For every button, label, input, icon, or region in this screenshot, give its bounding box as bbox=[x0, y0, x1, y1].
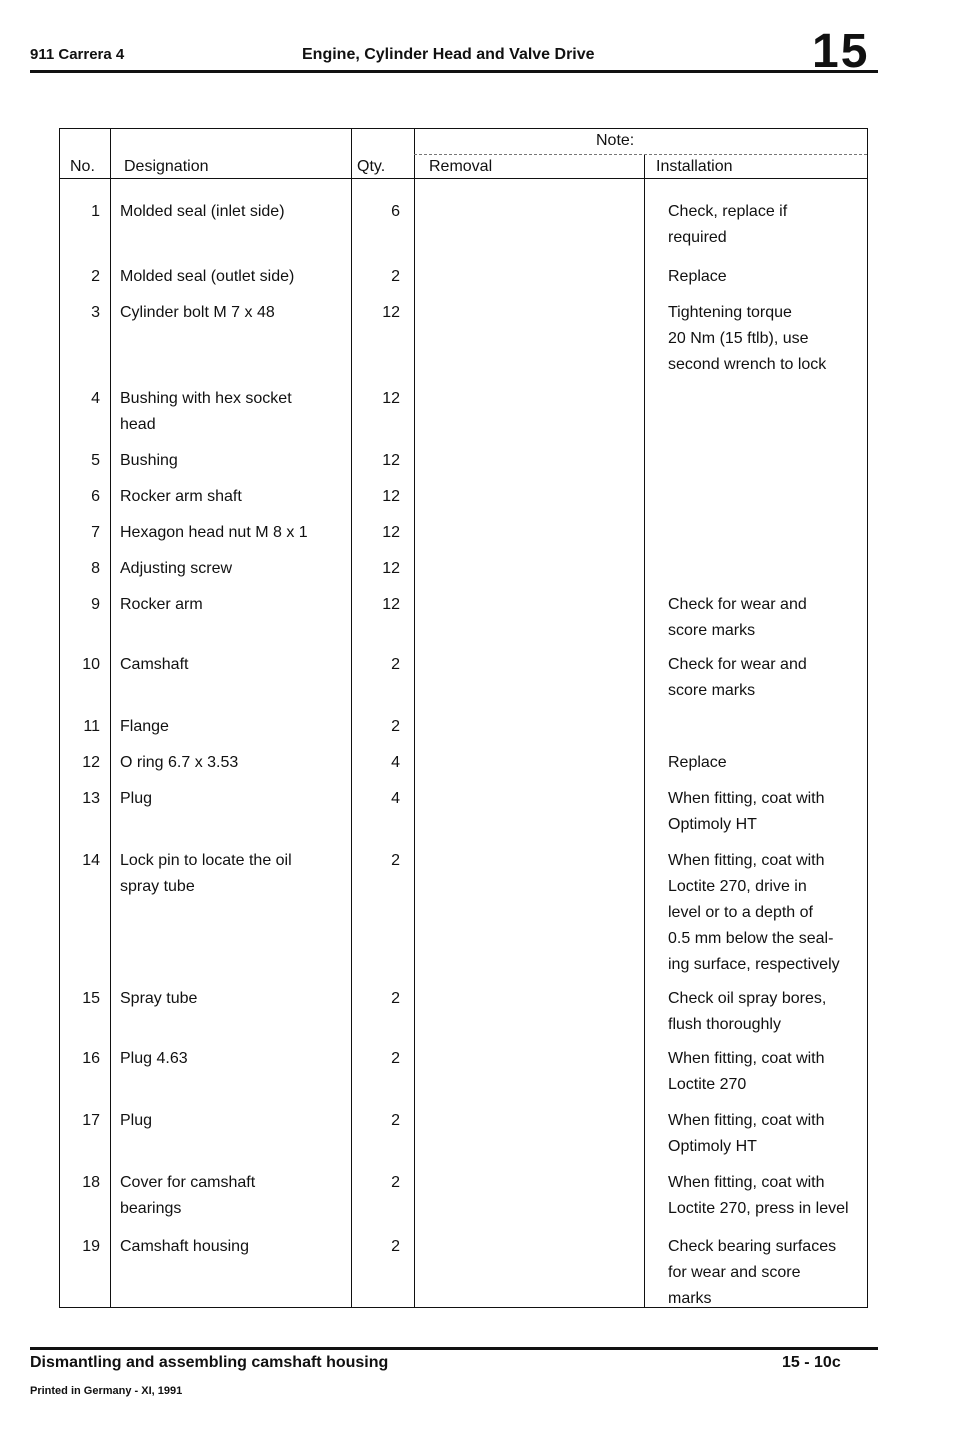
installation-line: Loctite 270, drive in bbox=[668, 878, 807, 895]
col-header-installation: Installation bbox=[656, 158, 733, 175]
note-label: Note: bbox=[596, 132, 635, 149]
row-designation bbox=[120, 1108, 350, 1134]
designation-line: Spray tube bbox=[120, 990, 198, 1007]
installation-line: Check bearing surfaces bbox=[668, 1238, 837, 1255]
row-designation bbox=[120, 484, 350, 510]
parts-table bbox=[59, 128, 868, 1308]
footer-title: Dismantling and assembling camshaft housing bbox=[30, 1354, 389, 1371]
row-installation bbox=[668, 300, 868, 378]
designation-line: Camshaft housing bbox=[120, 1238, 249, 1255]
installation-line: Check for wear and bbox=[668, 596, 807, 613]
row-designation bbox=[120, 386, 350, 438]
installation-line: When fitting, coat with bbox=[668, 790, 825, 807]
row-number: 3 bbox=[91, 304, 100, 321]
row-quantity: 12 bbox=[382, 524, 400, 541]
designation-line: Adjusting screw bbox=[120, 560, 233, 577]
row-installation bbox=[668, 848, 868, 978]
row-designation bbox=[120, 1046, 350, 1072]
row-number: 7 bbox=[91, 524, 100, 541]
row-number: 9 bbox=[91, 596, 100, 613]
installation-line: 0.5 mm below the seal- bbox=[668, 930, 834, 947]
installation-line: Optimoly HT bbox=[668, 1138, 757, 1155]
row-number: 18 bbox=[82, 1174, 100, 1191]
row-installation bbox=[668, 592, 868, 644]
row-installation bbox=[668, 264, 868, 290]
note-separator bbox=[414, 154, 867, 155]
footer-page-number: 15 - 10c bbox=[782, 1354, 841, 1371]
row-number: 15 bbox=[82, 990, 100, 1007]
row-installation bbox=[668, 986, 868, 1038]
row-installation bbox=[668, 1108, 868, 1160]
installation-line: ing surface, respectively bbox=[668, 956, 840, 973]
row-number: 1 bbox=[91, 203, 100, 220]
designation-line: Camshaft bbox=[120, 656, 189, 673]
row-quantity: 2 bbox=[391, 718, 400, 735]
row-installation bbox=[668, 750, 868, 776]
row-number: 11 bbox=[83, 718, 100, 735]
installation-line: Loctite 270 bbox=[668, 1076, 747, 1093]
row-number: 13 bbox=[82, 790, 100, 807]
designation-line: Rocker arm shaft bbox=[120, 488, 242, 505]
installation-line: 20 Nm (15 ftlb), use bbox=[668, 330, 809, 347]
designation-line: Plug bbox=[120, 1112, 153, 1129]
designation-line: Lock pin to locate the oil bbox=[120, 852, 292, 869]
row-number: 6 bbox=[91, 488, 100, 505]
designation-line: head bbox=[120, 416, 156, 433]
row-designation bbox=[120, 986, 350, 1012]
installation-line: Loctite 270, press in level bbox=[668, 1200, 849, 1217]
installation-line: When fitting, coat with bbox=[668, 1112, 825, 1129]
row-quantity: 2 bbox=[391, 852, 400, 869]
installation-line: Replace bbox=[668, 268, 727, 285]
installation-line: Check for wear and bbox=[668, 656, 807, 673]
row-number: 14 bbox=[82, 852, 100, 869]
installation-line: required bbox=[668, 229, 727, 246]
row-number: 10 bbox=[82, 656, 100, 673]
footer-rule bbox=[30, 1347, 878, 1350]
installation-line: Check oil spray bores, bbox=[668, 990, 827, 1007]
row-quantity: 2 bbox=[391, 990, 400, 1007]
row-quantity: 4 bbox=[391, 790, 400, 807]
row-designation bbox=[120, 786, 350, 812]
installation-line: flush thoroughly bbox=[668, 1016, 781, 1033]
row-installation bbox=[668, 786, 868, 838]
col-header-no: No. bbox=[70, 158, 95, 175]
designation-line: Molded seal (outlet side) bbox=[120, 268, 295, 285]
row-quantity: 6 bbox=[391, 203, 400, 220]
row-quantity: 2 bbox=[391, 656, 400, 673]
installation-line: When fitting, coat with bbox=[668, 1174, 825, 1191]
designation-line: Bushing with hex socket bbox=[120, 390, 292, 407]
designation-line: Molded seal (inlet side) bbox=[120, 203, 285, 220]
designation-line: Cylinder bolt M 7 x 48 bbox=[120, 304, 275, 321]
row-number: 19 bbox=[82, 1238, 100, 1255]
installation-line: Replace bbox=[668, 754, 727, 771]
installation-line: Tightening torque bbox=[668, 304, 792, 321]
installation-line: Check, replace if bbox=[668, 203, 788, 220]
row-designation bbox=[120, 264, 350, 290]
installation-line: level or to a depth of bbox=[668, 904, 813, 921]
col-header-removal: Removal bbox=[429, 158, 493, 175]
row-number: 4 bbox=[91, 390, 100, 407]
row-designation bbox=[120, 556, 350, 582]
installation-line: When fitting, coat with bbox=[668, 1050, 825, 1067]
row-designation bbox=[120, 848, 350, 900]
header-section-number: 15 bbox=[812, 25, 870, 78]
row-installation bbox=[668, 1046, 868, 1098]
row-number: 5 bbox=[91, 452, 100, 469]
row-quantity: 12 bbox=[382, 390, 400, 407]
row-number: 8 bbox=[91, 560, 100, 577]
designation-line: Plug 4.63 bbox=[120, 1050, 188, 1067]
row-number: 16 bbox=[82, 1050, 100, 1067]
col-header-qty: Qty. bbox=[357, 158, 386, 175]
row-quantity: 2 bbox=[391, 1174, 400, 1191]
row-designation bbox=[120, 652, 350, 678]
row-installation bbox=[668, 1234, 868, 1312]
designation-line: spray tube bbox=[120, 878, 195, 895]
row-designation bbox=[120, 714, 350, 740]
header-rule bbox=[30, 70, 878, 73]
row-designation bbox=[120, 750, 350, 776]
column-divider-removal bbox=[644, 155, 645, 1307]
designation-line: O ring 6.7 x 3.53 bbox=[120, 754, 239, 771]
designation-line: Rocker arm bbox=[120, 596, 203, 613]
designation-line: Plug bbox=[120, 790, 153, 807]
installation-line: second wrench to lock bbox=[668, 356, 827, 373]
row-number: 2 bbox=[91, 268, 100, 285]
row-designation bbox=[120, 592, 350, 618]
row-installation bbox=[668, 652, 868, 704]
row-installation bbox=[668, 1170, 868, 1222]
row-number: 17 bbox=[82, 1112, 100, 1129]
header-section-title: Engine, Cylinder Head and Valve Drive bbox=[302, 46, 595, 63]
installation-line: marks bbox=[668, 1290, 712, 1307]
column-divider-qty bbox=[414, 129, 415, 1307]
row-designation bbox=[120, 199, 350, 225]
designation-line: Cover for camshaft bbox=[120, 1174, 256, 1191]
designation-line: Flange bbox=[120, 718, 169, 735]
installation-line: score marks bbox=[668, 682, 756, 699]
row-designation bbox=[120, 1170, 350, 1222]
installation-line: Optimoly HT bbox=[668, 816, 757, 833]
row-quantity: 12 bbox=[382, 452, 400, 469]
row-quantity: 12 bbox=[382, 560, 400, 577]
row-quantity: 12 bbox=[382, 304, 400, 321]
row-quantity: 2 bbox=[391, 1050, 400, 1067]
header-row-divider bbox=[60, 178, 867, 179]
row-installation bbox=[668, 199, 868, 251]
row-quantity: 2 bbox=[391, 1238, 400, 1255]
row-quantity: 12 bbox=[382, 596, 400, 613]
footer-printed: Printed in Germany - XI, 1991 bbox=[30, 1385, 183, 1397]
row-designation bbox=[120, 1234, 350, 1260]
col-header-designation: Designation bbox=[124, 158, 209, 175]
row-designation bbox=[120, 448, 350, 474]
designation-line: Bushing bbox=[120, 452, 178, 469]
designation-line: bearings bbox=[120, 1200, 182, 1217]
row-quantity: 2 bbox=[391, 268, 400, 285]
installation-line: score marks bbox=[668, 622, 756, 639]
row-designation bbox=[120, 300, 350, 326]
designation-line: Hexagon head nut M 8 x 1 bbox=[120, 524, 308, 541]
row-quantity: 2 bbox=[391, 1112, 400, 1129]
installation-line: When fitting, coat with bbox=[668, 852, 825, 869]
row-quantity: 4 bbox=[391, 754, 400, 771]
installation-line: for wear and score bbox=[668, 1264, 801, 1281]
row-quantity: 12 bbox=[382, 488, 400, 505]
row-number: 12 bbox=[82, 754, 100, 771]
header-model: 911 Carrera 4 bbox=[30, 46, 125, 63]
column-divider-no bbox=[110, 129, 111, 1307]
row-designation bbox=[120, 520, 350, 546]
